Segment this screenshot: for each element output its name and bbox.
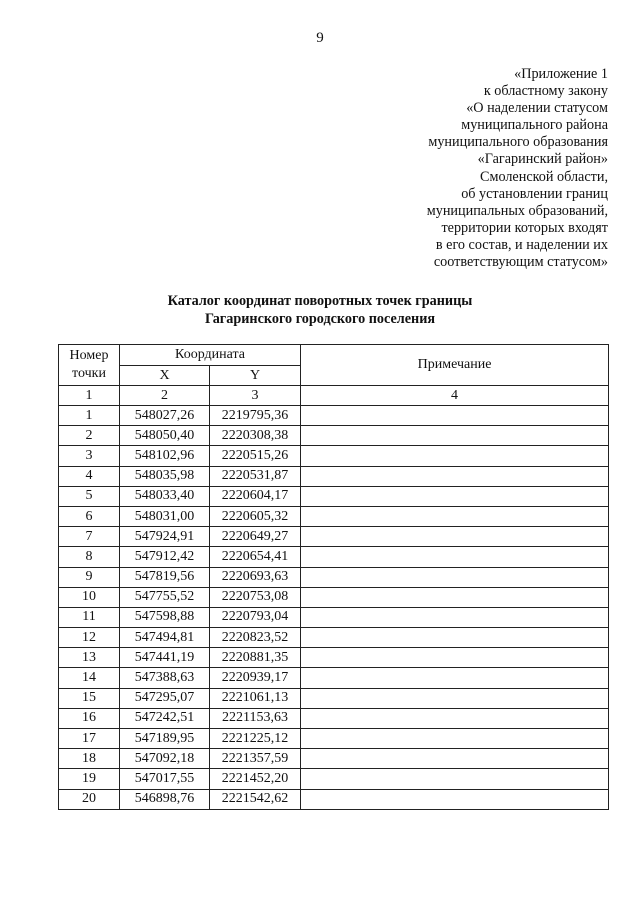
x-coordinate-cell: 547924,91 [120, 527, 210, 547]
x-coordinate-cell: 547388,63 [120, 668, 210, 688]
point-number-cell: 1 [59, 406, 120, 426]
y-coordinate-cell: 2221452,20 [210, 769, 301, 789]
note-cell [301, 426, 609, 446]
x-coordinate-cell: 547494,81 [120, 628, 210, 648]
y-coordinate-cell: 2221542,62 [210, 789, 301, 809]
x-coordinate-cell: 547598,88 [120, 607, 210, 627]
x-coordinate-cell: 548035,98 [120, 466, 210, 486]
table-row [59, 466, 609, 486]
point-number-cell: 18 [59, 749, 120, 769]
appendix-line: территории которых входят [441, 219, 608, 236]
point-number-cell: 4 [59, 466, 120, 486]
appendix-line: к областному закону [483, 83, 608, 100]
note-cell [301, 749, 609, 769]
table-row [59, 446, 609, 466]
table-row [59, 688, 609, 708]
title-line: Каталог координат поворотных точек границы [167, 293, 473, 309]
point-number-cell: 8 [59, 547, 120, 567]
note-cell [301, 446, 609, 466]
x-coordinate-cell: 547092,18 [120, 749, 210, 769]
point-number-cell: 3 [59, 446, 120, 466]
note-cell [301, 648, 609, 668]
table-row [59, 547, 609, 567]
appendix-line: об установлении границ [461, 185, 608, 202]
x-coordinate-cell: 548027,26 [120, 406, 210, 426]
header-point-number [59, 345, 120, 386]
x-coordinate-cell: 546898,76 [120, 789, 210, 809]
table-row [59, 587, 609, 607]
y-coordinate-cell: 2220515,26 [210, 446, 301, 466]
x-coordinate-cell: 548031,00 [120, 506, 210, 526]
header-y: Y [210, 366, 301, 386]
point-number-cell: 17 [59, 729, 120, 749]
point-number-cell: 11 [59, 607, 120, 627]
note-cell [301, 547, 609, 567]
point-number-cell: 12 [59, 628, 120, 648]
y-coordinate-cell: 2220654,41 [210, 547, 301, 567]
appendix-line: в его состав, и наделении их [435, 236, 608, 253]
title-line: Гагаринского городского поселения [204, 311, 436, 327]
note-cell [301, 466, 609, 486]
y-coordinate-cell: 2220823,52 [210, 628, 301, 648]
x-coordinate-cell: 547242,51 [120, 708, 210, 728]
coordinates-table [58, 344, 609, 810]
x-coordinate-cell: 548033,40 [120, 486, 210, 506]
x-coordinate-cell: 547912,42 [120, 547, 210, 567]
column-number-1: 1 [59, 386, 120, 406]
header-point-number-line2: точки [72, 366, 106, 381]
y-coordinate-cell: 2220881,35 [210, 648, 301, 668]
note-cell [301, 406, 609, 426]
point-number-cell: 19 [59, 769, 120, 789]
document-title [0, 292, 640, 328]
y-coordinate-cell: 2220531,87 [210, 466, 301, 486]
note-cell [301, 607, 609, 627]
x-coordinate-cell: 547441,19 [120, 648, 210, 668]
column-number-4: 4 [301, 386, 609, 406]
appendix-line: Смоленской области, [480, 168, 608, 185]
note-cell [301, 729, 609, 749]
point-number-cell: 14 [59, 668, 120, 688]
point-number-cell: 20 [59, 789, 120, 809]
header-x: X [120, 366, 210, 386]
y-coordinate-cell: 2220604,17 [210, 486, 301, 506]
y-coordinate-cell: 2220308,38 [210, 426, 301, 446]
appendix-line: «О наделении статусом [466, 100, 608, 117]
y-coordinate-cell: 2220693,63 [210, 567, 301, 587]
point-number-cell: 6 [59, 506, 120, 526]
table-row [59, 789, 609, 809]
table-row [59, 406, 609, 426]
table-row [59, 426, 609, 446]
x-coordinate-cell: 547017,55 [120, 769, 210, 789]
point-number-cell: 9 [59, 567, 120, 587]
appendix-line: муниципальных образований, [426, 202, 608, 219]
table-row [59, 628, 609, 648]
page-number: 9 [316, 30, 324, 46]
note-cell [301, 789, 609, 809]
note-cell [301, 668, 609, 688]
column-number-3: 3 [210, 386, 301, 406]
table-row [59, 607, 609, 627]
note-cell [301, 708, 609, 728]
column-number-2: 2 [120, 386, 210, 406]
x-coordinate-cell: 547295,07 [120, 688, 210, 708]
header-coordinates: Координата [120, 345, 301, 366]
note-cell [301, 486, 609, 506]
y-coordinate-cell: 2221225,12 [210, 729, 301, 749]
x-coordinate-cell: 548102,96 [120, 446, 210, 466]
note-cell [301, 506, 609, 526]
header-note: Примечание [301, 345, 609, 386]
y-coordinate-cell: 2220793,04 [210, 607, 301, 627]
note-cell [301, 587, 609, 607]
x-coordinate-cell: 547819,56 [120, 567, 210, 587]
x-coordinate-cell: 548050,40 [120, 426, 210, 446]
point-number-cell: 15 [59, 688, 120, 708]
y-coordinate-cell: 2221061,13 [210, 688, 301, 708]
table-row [59, 567, 609, 587]
table-row [59, 506, 609, 526]
table-row [59, 668, 609, 688]
appendix-line: муниципального района [461, 117, 608, 134]
y-coordinate-cell: 2220649,27 [210, 527, 301, 547]
appendix-reference [288, 66, 608, 271]
note-cell [301, 527, 609, 547]
point-number-cell: 2 [59, 426, 120, 446]
y-coordinate-cell: 2221357,59 [210, 749, 301, 769]
table-row [59, 769, 609, 789]
y-coordinate-cell: 2220939,17 [210, 668, 301, 688]
appendix-line: «Приложение 1 [514, 66, 608, 82]
table-row [59, 486, 609, 506]
note-cell [301, 688, 609, 708]
y-coordinate-cell: 2220605,32 [210, 506, 301, 526]
table-row [59, 708, 609, 728]
table-row [59, 749, 609, 769]
note-cell [301, 769, 609, 789]
x-coordinate-cell: 547755,52 [120, 587, 210, 607]
y-coordinate-cell: 2220753,08 [210, 587, 301, 607]
y-coordinate-cell: 2221153,63 [210, 708, 301, 728]
appendix-line: соответствующим статусом» [433, 254, 608, 271]
point-number-cell: 7 [59, 527, 120, 547]
appendix-line: «Гагаринский район» [477, 151, 608, 168]
point-number-cell: 16 [59, 708, 120, 728]
point-number-cell: 13 [59, 648, 120, 668]
table-row [59, 648, 609, 668]
table-row [59, 527, 609, 547]
table-row [59, 729, 609, 749]
point-number-cell: 5 [59, 486, 120, 506]
point-number-cell: 10 [59, 587, 120, 607]
header-point-number-line1: Номер [69, 348, 109, 363]
note-cell [301, 628, 609, 648]
note-cell [301, 567, 609, 587]
x-coordinate-cell: 547189,95 [120, 729, 210, 749]
appendix-line: муниципального образования [428, 134, 608, 151]
y-coordinate-cell: 2219795,36 [210, 406, 301, 426]
